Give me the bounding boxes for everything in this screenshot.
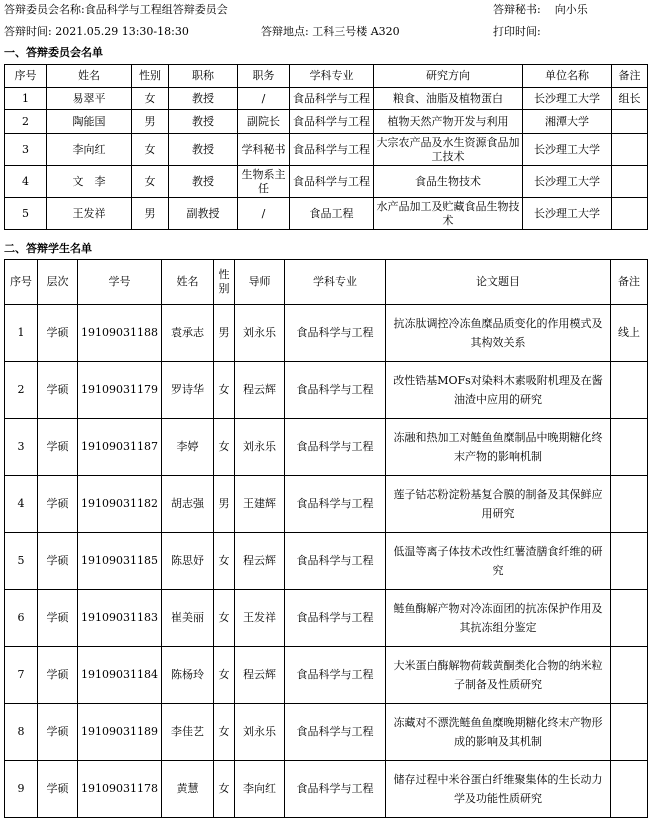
cell-advisor: 刘永乐: [235, 419, 285, 476]
cell-note: [611, 362, 648, 419]
cell-advisor: 程云辉: [235, 647, 285, 704]
cell-duty: 学科秘书: [238, 134, 290, 166]
cell-title: 教授: [169, 166, 238, 198]
cell-gender: 女: [132, 134, 169, 166]
cell-major: 食品科学与工程: [290, 166, 374, 198]
cell-name: 罗诗华: [162, 362, 214, 419]
cell-name: 陈思妤: [162, 533, 214, 590]
cell-id: 19109031179: [78, 362, 162, 419]
col-header: 序号: [5, 65, 47, 88]
cell-level: 学硕: [38, 476, 78, 533]
cell-note: [611, 647, 648, 704]
cell-no: 2: [5, 362, 38, 419]
col-header: 学科专业: [290, 65, 374, 88]
cell-title: 副教授: [169, 198, 238, 230]
cell-duty: /: [238, 88, 290, 110]
cell-id: 19109031183: [78, 590, 162, 647]
cell-id: 19109031189: [78, 704, 162, 761]
cell-research: 食品生物技术: [374, 166, 523, 198]
cell-note: [612, 166, 648, 198]
col-header: 论文题目: [386, 260, 611, 305]
cell-title: 教授: [169, 134, 238, 166]
col-header: 职称: [169, 65, 238, 88]
cell-gender: 女: [214, 647, 235, 704]
cell-unit: 长沙理工大学: [523, 134, 612, 166]
cell-id: 19109031185: [78, 533, 162, 590]
cell-name: 黄慧: [162, 761, 214, 818]
table-row: [5, 533, 648, 590]
cell-duty: /: [238, 198, 290, 230]
cell-major: 食品科学与工程: [285, 704, 386, 761]
table-row: [5, 647, 648, 704]
students-header-row: [5, 260, 648, 305]
cell-unit: 湘潭大学: [523, 110, 612, 134]
cell-major: 食品科学与工程: [285, 761, 386, 818]
cell-thesis: 抗冻肽调控冷冻鱼糜品质变化的作用模式及其构效关系: [386, 305, 611, 362]
cell-gender: 女: [214, 533, 235, 590]
table-row: [5, 590, 648, 647]
cell-note: [611, 704, 648, 761]
cell-note: [611, 590, 648, 647]
cell-no: 3: [5, 134, 47, 166]
committee-table: [4, 64, 648, 230]
cell-no: 5: [5, 533, 38, 590]
cell-level: 学硕: [38, 647, 78, 704]
cell-no: 9: [5, 761, 38, 818]
committee-header-row: [5, 65, 648, 88]
cell-duty: 副院长: [238, 110, 290, 134]
location-line: [261, 25, 400, 39]
table-row: [5, 362, 648, 419]
students-table: [4, 259, 648, 818]
col-header: 导师: [235, 260, 285, 305]
cell-name: 袁承志: [162, 305, 214, 362]
cell-note: 线上: [611, 305, 648, 362]
cell-research: 粮食、油脂及植物蛋白: [374, 88, 523, 110]
cell-gender: 男: [214, 305, 235, 362]
cell-no: 4: [5, 166, 47, 198]
cell-major: 食品科学与工程: [285, 533, 386, 590]
cell-major: 食品工程: [290, 198, 374, 230]
committee-name-value: 食品科学与工程组答辩委员会: [84, 3, 228, 16]
cell-gender: 女: [132, 88, 169, 110]
cell-no: 7: [5, 647, 38, 704]
committee-name-line: [4, 3, 228, 17]
cell-note: [611, 419, 648, 476]
col-header: 层次: [38, 260, 78, 305]
table-row: [5, 761, 648, 818]
col-header: 姓名: [47, 65, 132, 88]
cell-thesis: 低温等离子体技术改性红薯渣膳食纤维的研究: [386, 533, 611, 590]
cell-thesis: 冻融和热加工对鲢鱼鱼糜制品中晚期糖化终末产物的影响机制: [386, 419, 611, 476]
cell-name: 易翠平: [47, 88, 132, 110]
cell-gender: 男: [132, 198, 169, 230]
cell-gender: 女: [132, 166, 169, 198]
col-header: 性别: [132, 65, 169, 88]
time-line: [4, 25, 189, 39]
cell-gender: 男: [214, 476, 235, 533]
cell-advisor: 王建辉: [235, 476, 285, 533]
cell-no: 1: [5, 305, 38, 362]
col-header: 序号: [5, 260, 38, 305]
table-row: [5, 419, 648, 476]
secretary-label: 答辩秘书:: [493, 3, 541, 16]
cell-title: 教授: [169, 110, 238, 134]
cell-name: 崔美丽: [162, 590, 214, 647]
cell-title: 教授: [169, 88, 238, 110]
cell-advisor: 王发祥: [235, 590, 285, 647]
cell-id: 19109031178: [78, 761, 162, 818]
cell-id: 19109031187: [78, 419, 162, 476]
cell-note: [612, 134, 648, 166]
cell-major: 食品科学与工程: [290, 110, 374, 134]
table-row: [5, 166, 648, 198]
cell-no: 1: [5, 88, 47, 110]
table-row: [5, 110, 648, 134]
cell-major: 食品科学与工程: [285, 647, 386, 704]
cell-major: 食品科学与工程: [285, 362, 386, 419]
cell-major: 食品科学与工程: [285, 476, 386, 533]
cell-gender: 女: [214, 761, 235, 818]
cell-gender: 女: [214, 590, 235, 647]
cell-duty: 生物系主任: [238, 166, 290, 198]
cell-unit: 长沙理工大学: [523, 88, 612, 110]
cell-advisor: 刘永乐: [235, 704, 285, 761]
col-header: 职务: [238, 65, 290, 88]
table-row: [5, 704, 648, 761]
cell-no: 8: [5, 704, 38, 761]
cell-level: 学硕: [38, 533, 78, 590]
col-header: 性别: [214, 260, 235, 305]
cell-thesis: 莲子钴芯粉淀粉基复合膜的制备及其保鲜应用研究: [386, 476, 611, 533]
time-label: 答辩时间:: [4, 25, 52, 38]
print-time-line: [493, 25, 541, 39]
cell-thesis: 冻藏对不漂洗鲢鱼鱼糜晚期糖化终末产物形成的影响及其机制: [386, 704, 611, 761]
cell-thesis: 鲢鱼酶解产物对冷冻面团的抗冻保护作用及其抗冻组分鉴定: [386, 590, 611, 647]
cell-name: 李婷: [162, 419, 214, 476]
table-row: [5, 134, 648, 166]
table-row: [5, 88, 648, 110]
col-header: 研究方向: [374, 65, 523, 88]
cell-research: 植物天然产物开发与利用: [374, 110, 523, 134]
cell-id: 19109031182: [78, 476, 162, 533]
cell-no: 4: [5, 476, 38, 533]
secretary-value: 向小乐: [554, 3, 588, 16]
secretary-line: [493, 3, 588, 17]
col-header: 姓名: [162, 260, 214, 305]
cell-gender: 女: [214, 704, 235, 761]
cell-name: 李向红: [47, 134, 132, 166]
cell-level: 学硕: [38, 761, 78, 818]
col-header: 单位名称: [523, 65, 612, 88]
cell-no: 5: [5, 198, 47, 230]
cell-name: 陈杨玲: [162, 647, 214, 704]
table-row: [5, 198, 648, 230]
cell-name: 文 李: [47, 166, 132, 198]
cell-research: 水产品加工及贮藏食品生物技术: [374, 198, 523, 230]
table-row: [5, 305, 648, 362]
cell-major: 食品科学与工程: [285, 419, 386, 476]
col-header: 学号: [78, 260, 162, 305]
cell-unit: 长沙理工大学: [523, 198, 612, 230]
col-header: 备注: [611, 260, 648, 305]
cell-research: 大宗农产品及水生资源食品加工技术: [374, 134, 523, 166]
cell-note: [611, 476, 648, 533]
table-row: [5, 476, 648, 533]
cell-gender: 女: [214, 362, 235, 419]
committee-section-title: 一、答辩委员会名单: [4, 46, 103, 59]
cell-name: 胡志强: [162, 476, 214, 533]
cell-id: 19109031188: [78, 305, 162, 362]
print-time-label: 打印时间:: [493, 25, 541, 38]
cell-id: 19109031184: [78, 647, 162, 704]
cell-name: 陶能国: [47, 110, 132, 134]
cell-name: 李佳艺: [162, 704, 214, 761]
cell-gender: 女: [214, 419, 235, 476]
cell-level: 学硕: [38, 305, 78, 362]
cell-thesis: 大米蛋白酶解物荷载黄酮类化合物的纳米粒子制备及性质研究: [386, 647, 611, 704]
cell-level: 学硕: [38, 590, 78, 647]
cell-advisor: 李向红: [235, 761, 285, 818]
cell-advisor: 刘永乐: [235, 305, 285, 362]
cell-note: 组长: [612, 88, 648, 110]
cell-major: 食品科学与工程: [290, 134, 374, 166]
location-value: 工科三号楼 A320: [312, 25, 400, 38]
committee-name-label: 答辩委员会名称:: [4, 3, 85, 16]
cell-level: 学硕: [38, 704, 78, 761]
students-section-title: 二、答辩学生名单: [4, 242, 92, 255]
location-label: 答辩地点:: [261, 25, 309, 38]
cell-no: 2: [5, 110, 47, 134]
time-value: 2021.05.29 13:30-18:30: [55, 25, 189, 38]
cell-note: [611, 761, 648, 818]
cell-major: 食品科学与工程: [285, 590, 386, 647]
cell-note: [612, 110, 648, 134]
cell-level: 学硕: [38, 419, 78, 476]
cell-major: 食品科学与工程: [290, 88, 374, 110]
cell-note: [612, 198, 648, 230]
cell-advisor: 程云辉: [235, 362, 285, 419]
cell-gender: 男: [132, 110, 169, 134]
col-header: 学科专业: [285, 260, 386, 305]
cell-major: 食品科学与工程: [285, 305, 386, 362]
cell-note: [611, 533, 648, 590]
cell-thesis: 储存过程中米谷蛋白纤维聚集体的生长动力学及功能性质研究: [386, 761, 611, 818]
cell-no: 3: [5, 419, 38, 476]
cell-advisor: 程云辉: [235, 533, 285, 590]
col-header: 备注: [612, 65, 648, 88]
cell-name: 王发祥: [47, 198, 132, 230]
cell-thesis: 改性锆基MOFs对染料木素吸附机理及在酱油渣中应用的研究: [386, 362, 611, 419]
cell-level: 学硕: [38, 362, 78, 419]
cell-unit: 长沙理工大学: [523, 166, 612, 198]
cell-no: 6: [5, 590, 38, 647]
